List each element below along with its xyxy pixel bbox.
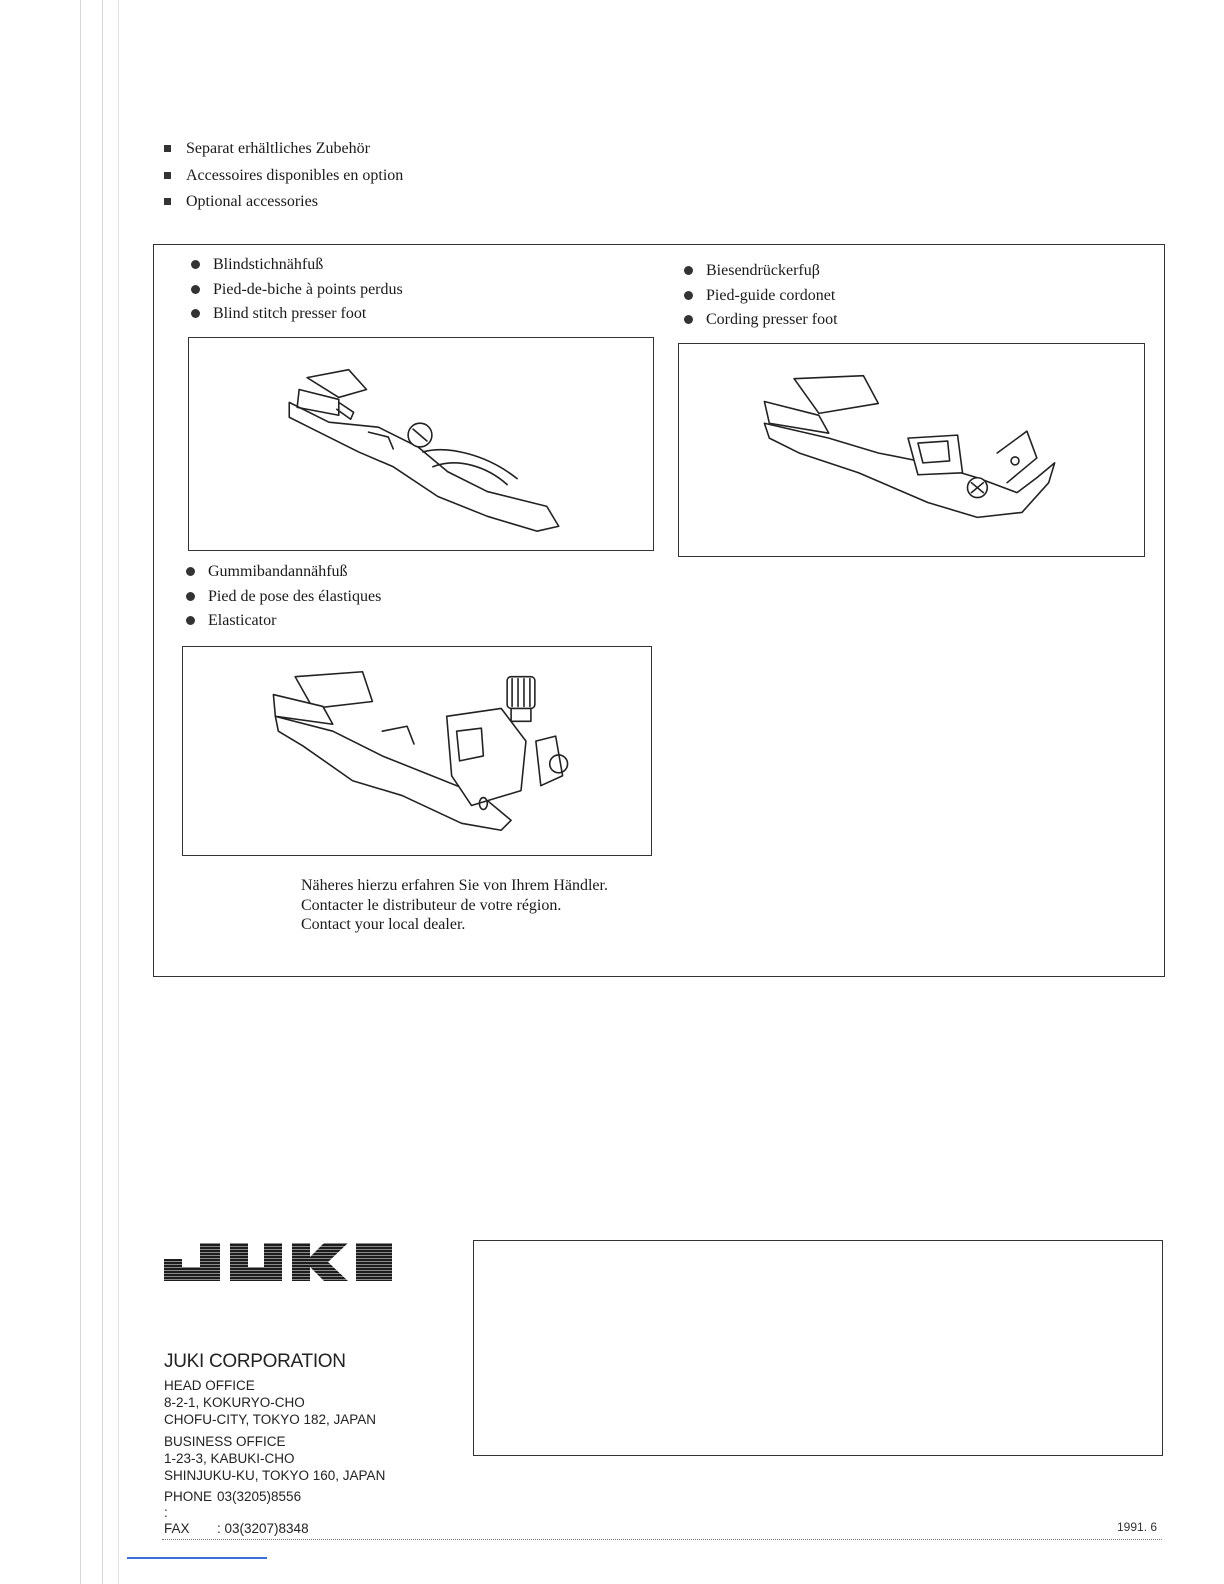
elasticator-label-fr: Pied de pose des élastiques bbox=[208, 587, 382, 605]
list-item bbox=[164, 163, 403, 190]
blind-stitch-presser-foot-illustration bbox=[189, 338, 653, 550]
scan-edge-line bbox=[102, 0, 103, 1584]
link-underline bbox=[127, 1557, 267, 1559]
fax-label: FAX bbox=[164, 1521, 190, 1536]
dealer-note-de: Näheres hierzu erfahren Sie von Ihrem Händler. bbox=[301, 877, 608, 894]
round-bullet-icon bbox=[186, 592, 195, 601]
intro-text-en: Optional accessories bbox=[186, 193, 318, 210]
cording-figure bbox=[678, 343, 1145, 557]
square-bullet-icon bbox=[164, 198, 171, 205]
phone-number: 03(3205)8556 bbox=[217, 1489, 302, 1504]
optional-accessories-list bbox=[164, 136, 403, 216]
dealer-note bbox=[301, 876, 608, 935]
list-item bbox=[191, 278, 403, 303]
dealer-note-en: Contact your local dealer. bbox=[301, 916, 466, 933]
round-bullet-icon bbox=[684, 315, 693, 324]
round-bullet-icon bbox=[191, 309, 200, 318]
scan-edge-line bbox=[118, 0, 119, 1584]
list-item bbox=[684, 284, 838, 309]
head-office-address-line: 8-2-1, KOKURYO-CHO bbox=[164, 1395, 305, 1410]
cording-presser-foot-illustration bbox=[679, 344, 1144, 556]
business-office-address-line: SHINJUKU-KU, TOKYO 160, JAPAN bbox=[164, 1468, 386, 1483]
round-bullet-icon bbox=[191, 285, 200, 294]
blind-stitch-figure bbox=[188, 337, 654, 551]
blind-stitch-label-en: Blind stitch presser foot bbox=[213, 305, 367, 322]
fax-number: : 03(3207)8348 bbox=[217, 1521, 309, 1536]
elasticator-illustration bbox=[183, 647, 651, 855]
elasticator-label-de: Gummibandannähfuß bbox=[208, 563, 348, 580]
cording-label-en: Cording presser foot bbox=[706, 311, 838, 328]
corporation-info bbox=[164, 1351, 385, 1537]
list-item bbox=[164, 136, 403, 163]
list-item bbox=[684, 259, 838, 284]
business-office-address-line: 1-23-3, KABUKI-CHO bbox=[164, 1451, 295, 1466]
list-item bbox=[191, 302, 403, 327]
elasticator-figure bbox=[182, 646, 652, 856]
print-date: 1991. 6 bbox=[1117, 1520, 1158, 1534]
contact-block bbox=[164, 1489, 385, 1537]
list-item bbox=[186, 609, 381, 634]
elasticator-labels bbox=[186, 560, 381, 634]
company-name: JUKI CORPORATION bbox=[164, 1351, 346, 1372]
list-item bbox=[186, 560, 381, 585]
elasticator-label-en: Elasticator bbox=[208, 612, 277, 629]
round-bullet-icon bbox=[186, 616, 195, 625]
juki-logo-icon bbox=[164, 1243, 394, 1281]
blind-stitch-label-fr: Pied-de-biche à points perdus bbox=[213, 280, 403, 298]
blind-stitch-labels bbox=[191, 253, 403, 327]
round-bullet-icon bbox=[191, 260, 200, 269]
cording-labels bbox=[684, 259, 838, 333]
juki-logo bbox=[164, 1243, 394, 1286]
blind-stitch-label-de: Blindstichnähfuß bbox=[213, 256, 324, 273]
cording-label-fr: Pied-guide cordonet bbox=[706, 286, 836, 304]
list-item bbox=[164, 189, 403, 216]
round-bullet-icon bbox=[186, 567, 195, 576]
cording-label-de: Biesendrückerfuβ bbox=[706, 262, 820, 279]
square-bullet-icon bbox=[164, 145, 171, 152]
list-item bbox=[684, 308, 838, 333]
scan-edge-line bbox=[80, 0, 81, 1584]
intro-text-fr: Accessoires disponibles en option bbox=[186, 166, 404, 184]
round-bullet-icon bbox=[684, 291, 693, 300]
phone-label: PHONE : bbox=[164, 1489, 213, 1520]
list-item bbox=[186, 585, 381, 610]
intro-text-de: Separat erhältliches Zubehör bbox=[186, 140, 370, 157]
dealer-stamp-box bbox=[473, 1240, 1163, 1456]
head-office-label: HEAD OFFICE bbox=[164, 1378, 255, 1393]
bottom-rule bbox=[162, 1539, 1162, 1540]
round-bullet-icon bbox=[684, 266, 693, 275]
list-item bbox=[191, 253, 403, 278]
square-bullet-icon bbox=[164, 172, 171, 179]
dealer-note-fr: Contacter le distributeur de votre région. bbox=[301, 896, 562, 914]
business-office-label: BUSINESS OFFICE bbox=[164, 1434, 286, 1449]
head-office-address-line: CHOFU-CITY, TOKYO 182, JAPAN bbox=[164, 1412, 377, 1427]
